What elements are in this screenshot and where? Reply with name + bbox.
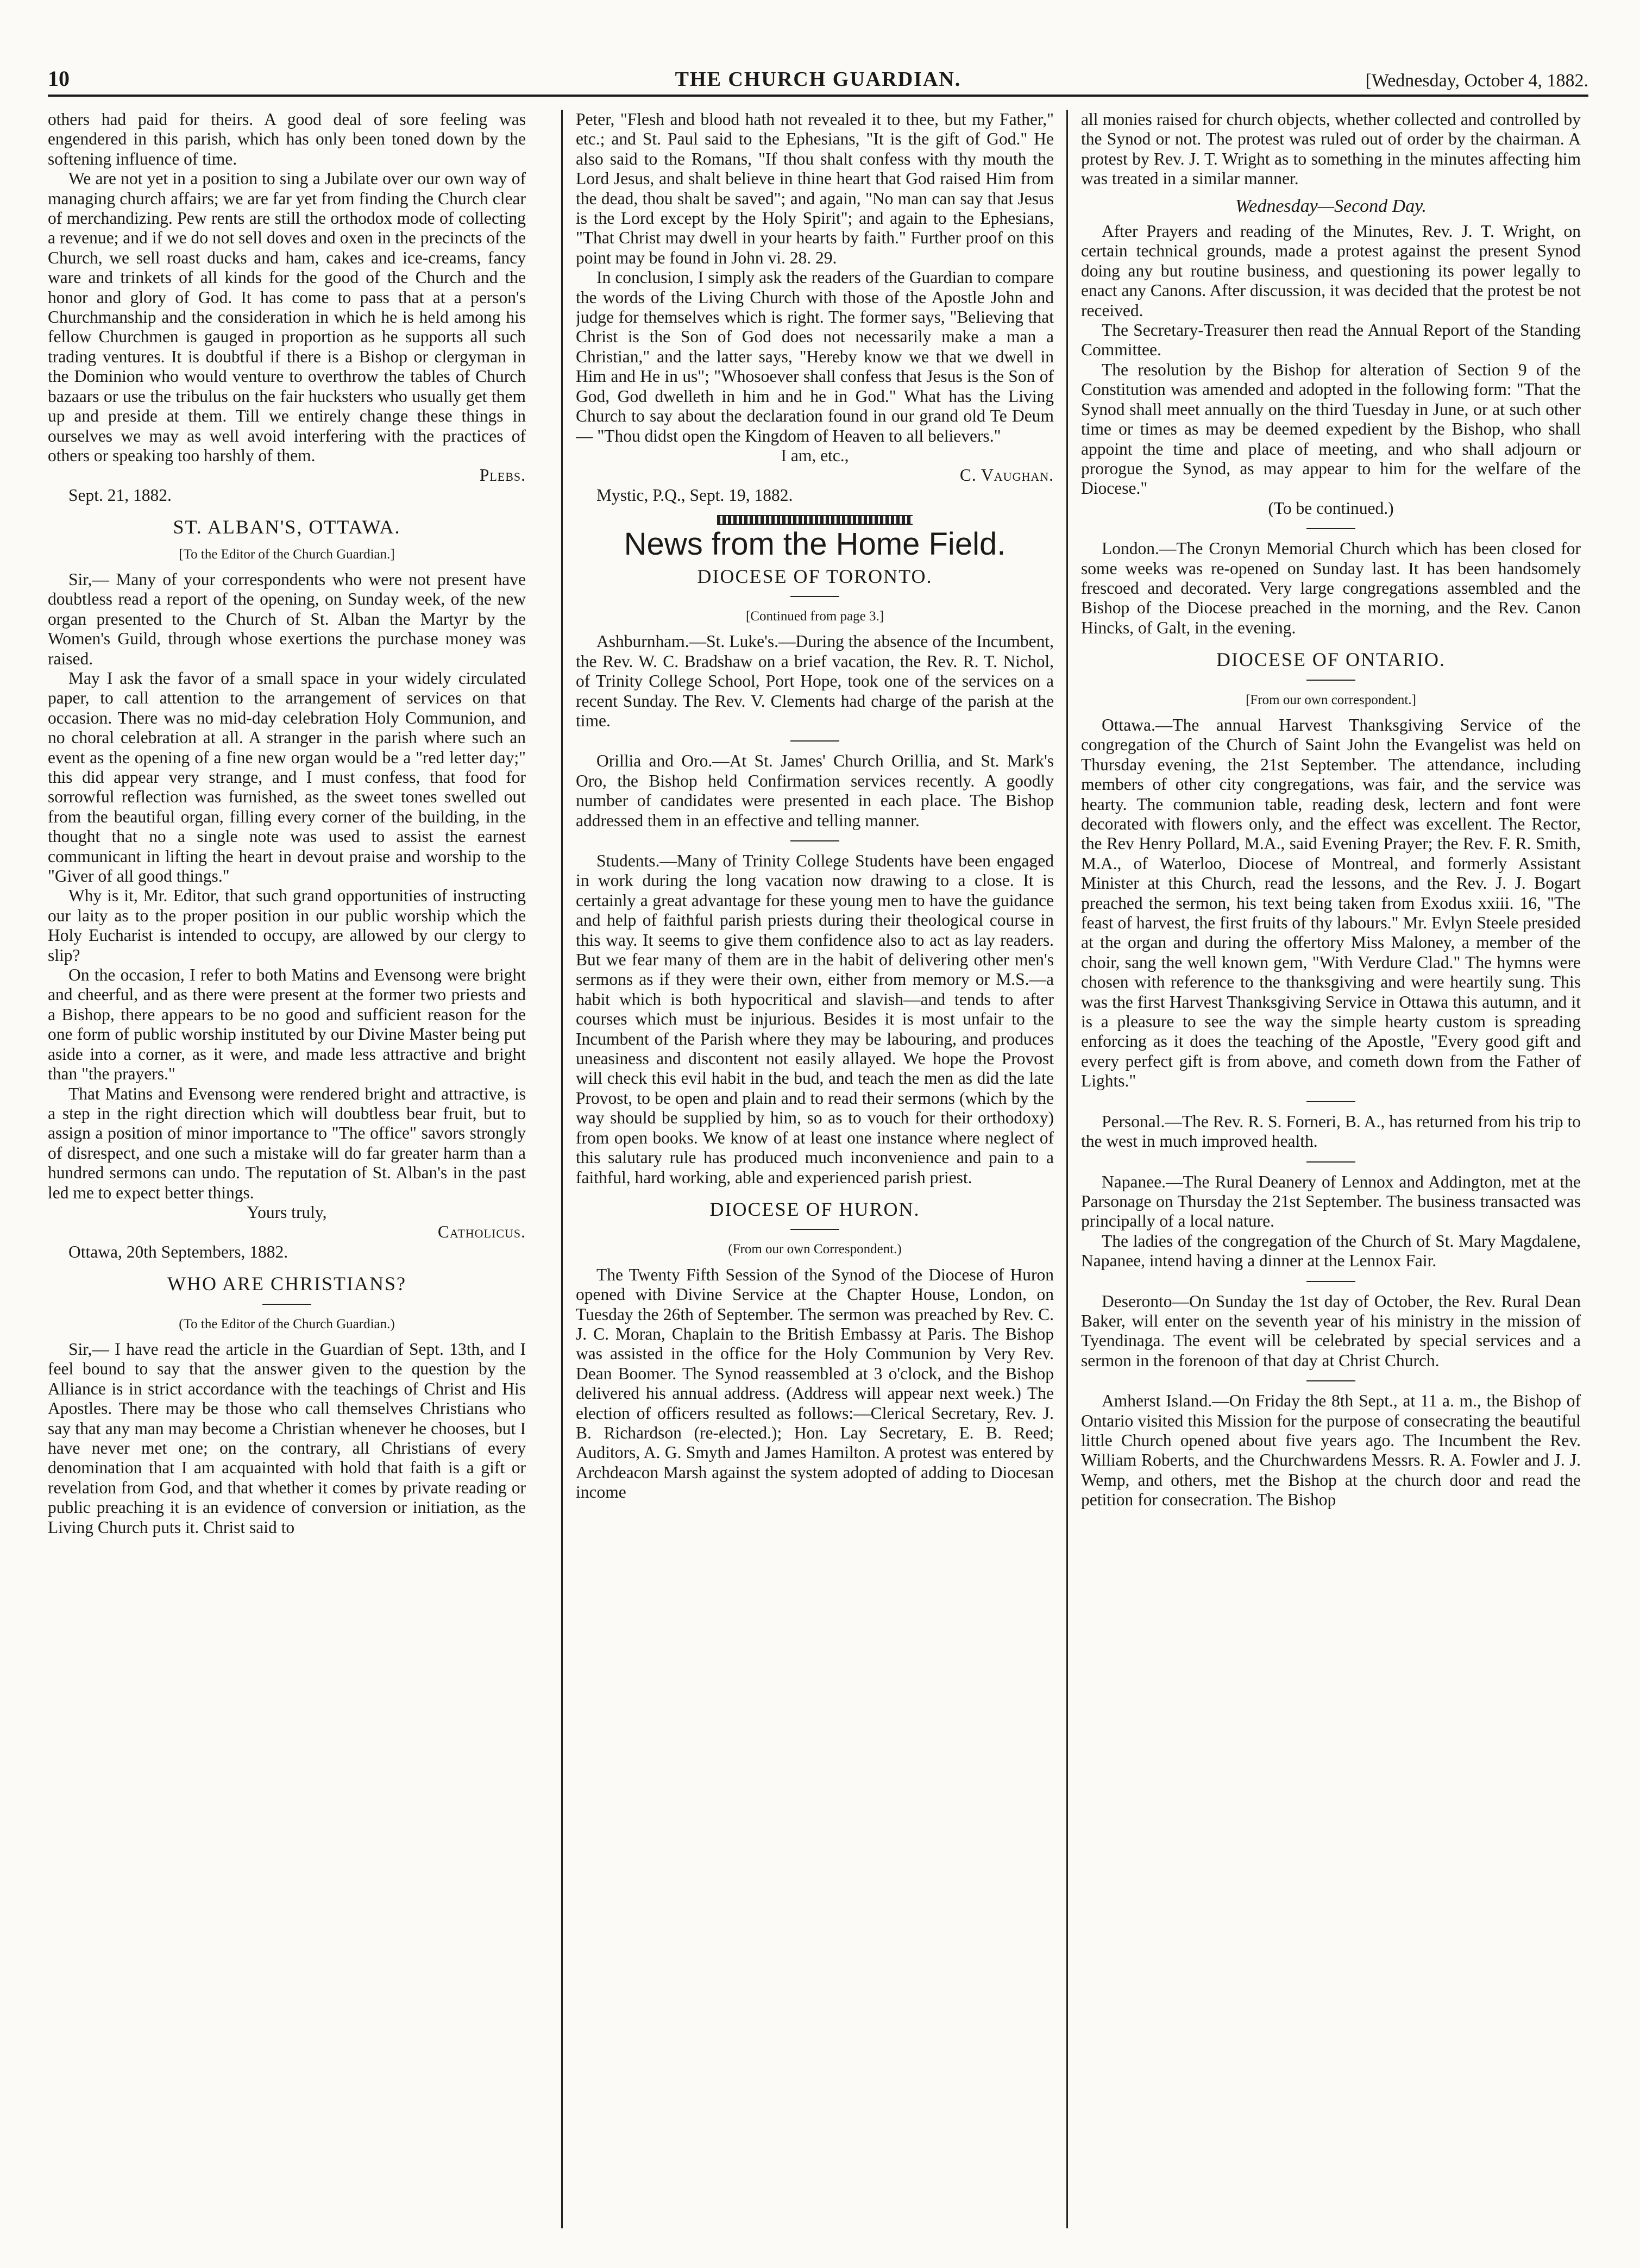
correspondent-note: [From our own correspondent.] bbox=[1246, 692, 1416, 707]
continuation-note: (To be continued.) bbox=[1268, 498, 1394, 518]
correspondent-note: (From our own Correspondent.) bbox=[728, 1242, 902, 1257]
paragraph: Amherst Island.—On Friday the 8th Sept., at 11 a. m., the Bishop of Ontario visited this Mission for the purpose of consecrating the beautiful little Church opened about five years ago. The Incumbent the Rev. William Roberts, and the Churchwardens Messrs. R. A. Fowler and J. J. Wemp, and others, met the Bishop at the church door and read the petition for consecration. The Bishop bbox=[1081, 1391, 1581, 1510]
editor-note: (To the Editor of the Church Guardian.) bbox=[179, 1316, 395, 1331]
divider bbox=[790, 596, 839, 597]
divider bbox=[790, 740, 839, 742]
paragraph: Why is it, Mr. Editor, that such grand opportunities of instructing our laity as to the proper position in our public worship which the Holy Eucharist is intended to occupy, are allowed by our clergy to slip? bbox=[48, 886, 526, 965]
column-2 bbox=[576, 110, 1054, 2228]
paragraph: On the occasion, I refer to both Matins and Evensong were bright and cheerful, and as there were present at the former two priests and a Bishop, there appears to be no good and sufficient reason for the one form of public worship instituted by our Divine Master being put aside into a corner, as it were, and made less attractive and bright than "the prayers." bbox=[48, 965, 526, 1084]
divider bbox=[1306, 1161, 1355, 1163]
section-heading: DIOCESE OF TORONTO. bbox=[697, 565, 933, 587]
paragraph: The resolution by the Bishop for alteration of Section 9 of the Constitution was amended and adopted in the following form: "That the Synod shall meet annually on the third Tuesday in June, or at such other time or times as may be deemed expedient by the Bishop, who shall appoint the time and place of meeting, and who shall adjourn or prorogue the Synod, as may appear to him for the welfare of the Diocese." bbox=[1081, 360, 1581, 498]
paragraph: Orillia and Oro.—At St. James' Church Orillia, and St. Mark's Oro, the Bishop held Confirmation services recently. A goodly number of candidates were presented in each place. The Bishop addressed them in an effective and telling manner. bbox=[576, 751, 1054, 830]
masthead bbox=[48, 64, 1588, 97]
paragraph: Peter, "Flesh and blood hath not revealed it to thee, but my Father," etc.; and St. Paul said to the Ephesians, "It is the gift of God." He also said to the Romans, "If thou shalt confess with thy mouth the Lord Jesus, and shalt believe in thine heart that God raised Him from the dead, thou shalt be saved"; and again, "No man can say that Jesus is the Lord except by the Holy Spirit"; and again to the Ephesians, "That Christ may dwell in your hearts by faith." Further proof on this point may be found in John vi. 28. 29. bbox=[576, 110, 1054, 267]
page-number: 10 bbox=[48, 66, 70, 91]
letter-date: Ottawa, 20th Septembers, 1882. bbox=[68, 1242, 288, 1261]
paragraph: The Twenty Fifth Session of the Synod of the Diocese of Huron opened with Divine Service at the Chapter House, London, on Tuesday the 26th of September. The sermon was preached by Rev. C. J. C. Moran, Chaplain to the British Embassy at Paris. The Bishop was assisted in the office for the Holy Communion by Very Rev. Dean Boomer. The Synod reassembled at 3 o'clock, and the Bishop delivered his annual address. (Address will appear next week.) The election of officers resulted as follows:—Clerical Secretary, Rev. J. B. Richardson (re-elected.); Hon. Lay Secretary, E. B. Reed; Auditors, A. G. Smyth and James Hamilton. A protest was entered by Archdeacon Marsh against the system adopted of adding to Diocesan income bbox=[576, 1265, 1054, 1502]
editor-note: [To the Editor of the Church Guardian.] bbox=[179, 546, 395, 562]
paragraph: After Prayers and reading of the Minutes, Rev. J. T. Wright, on certain technical grounds, made a protest against the present Synod doing any but routine business, and questioning its power legally to enact any Canons. After discussion, it was decided that the protest be not received. bbox=[1081, 222, 1581, 320]
paragraph: Ashburnham.—St. Luke's.—During the absence of the Incumbent, the Rev. W. C. Bradshaw on a brief vacation, the Rev. R. T. Nichol, of Trinity College School, Port Hope, took one of the services on a recent Sunday. The Rev. V. Clements had charge of the parish at the time. bbox=[576, 632, 1054, 730]
paragraph: Ottawa.—The annual Harvest Thanksgiving Service of the congregation of the Church of Saint John the Evangelist was held on Thursday evening, the 21st September. The attendance, including members of other city congregations, was fair, and the service was hearty. The communion table, reading desk, lectern and font were decorated with flowers only, and the effect was excellent. The Rector, the Rev Henry Pollard, M.A., said Evening Prayer; the Rev. F. R. Smith, M.A., of Waterloo, Diocese of Montreal, and formerly Assistant Minister at this Church, read the lessons, and the Rev. J. J. Bogart preached the sermon, his text being taken from Exodus xxiii. 16, "The feast of harvest, the first fruits of thy labours." Mr. Evlyn Steele presided at the organ and during the offertory Miss Maloney, a member of the choir, sang the well known gem, "With Verdure Clad." The hymns were chosen with reference to the thanksgiving and were heartily sung. This was the first Harvest Thanksgiving Service in Ottawa this autumn, and it is a pleasure to see the way the simple hearty custom is spreading enforcing as it does the teaching of the Apostle, "Every good gift and every perfect gift is from above, and cometh down from the Father of Lights." bbox=[1081, 715, 1581, 1091]
signature: Yours truly, bbox=[247, 1202, 327, 1222]
section-heading: DIOCESE OF ONTARIO. bbox=[1216, 649, 1446, 671]
paragraph: The Secretary-Treasurer then read the Annual Report of the Standing Committee. bbox=[1081, 321, 1581, 360]
paragraph: London.—The Cronyn Memorial Church which has been closed for some weeks was re-opened on Sunday last. It has been handsomely frescoed and decorated. Very large congregations assembled and the Bishop of the Diocese preached in the morning, and the Rev. Canon Hincks, of Galt, in the evening. bbox=[1081, 539, 1581, 637]
section-heading: DIOCESE OF HURON. bbox=[709, 1198, 920, 1220]
column-3 bbox=[1081, 110, 1581, 2228]
divider bbox=[262, 1304, 311, 1305]
divider bbox=[1306, 1281, 1355, 1282]
paragraph: That Matins and Evensong were rendered bright and attractive, is a step in the right direction which will doubtless bear fruit, but to assign a position of minor importance to "The office" savors strongly of disrespect, and one such a mistake will do far greater harm than a hundred sermons can undo. The reputation of St. Alban's in the past led me to expect better things. bbox=[48, 1084, 526, 1202]
paragraph: others had paid for theirs. A good deal of sore feeling was engendered in this parish, which has only been toned down by the softening influence of time. bbox=[48, 110, 526, 168]
divider bbox=[1306, 1380, 1355, 1381]
paragraph: Personal.—The Rev. R. S. Forneri, B. A., has returned from his trip to the west in much improved health. bbox=[1081, 1111, 1581, 1151]
letter-date: Mystic, P.Q., Sept. 19, 1882. bbox=[596, 485, 793, 505]
paragraph: We are not yet in a position to sing a Jubilate over our own way of managing church affairs; we are far yet from finding the Church clear of merchandizing. Pew rents are still the orthodox mode of collecting a revenue; and if we do not sell doves and oxen in the precincts of the Church, we sell roast ducks and ham, cakes and ice-creams, fancy ware and trinkets of all kinds for the good of the Church and the honor and glory of God. It has come to pass that at a person's Churchmanship and the consideration in which he is held among his fellow Churchmen is gauged in proportion as he supports all such trading ventures. It is doubtful if there is a Bishop or clergyman in the Dominion who would venture to overthrow the tables of Church bazaars or use the tribulus on the fair hucksters who usually get them up and preside at them. Till we entirely change these things in ourselves we may as well avoid interfering with the practices of others or speaking too harshly of them. bbox=[48, 169, 526, 465]
divider bbox=[1306, 528, 1355, 529]
paragraph: Sir,— I have read the article in the Guardian of Sept. 13th, and I feel bound to say that the answer given to the question by the Alliance is in strict accordance with the teachings of Christ and His Apostles. There may be those who call themselves Christians who say that any man may become a Christian whenever he chooses, but I have never met one; on the contrary, all Christians of every denomination that I am acquainted with hold that faith is a gift or revelation from God, and that whether it comes by private reading or public preaching it is an evidence of conversion or initiation, as the Living Church puts it. Christ said to bbox=[48, 1339, 526, 1537]
divider bbox=[1306, 680, 1355, 681]
signature: C. Vaughan. bbox=[959, 466, 1054, 485]
continued-note: [Continued from page 3.] bbox=[745, 608, 884, 624]
divider bbox=[1306, 1101, 1355, 1102]
subheading: Wednesday—Second Day. bbox=[1235, 196, 1427, 216]
paragraph: Napanee.—The Rural Deanery of Lennox and Addington, met at the Parsonage on Thursday the 21st September. The business transacted was principally of a local nature. bbox=[1081, 1172, 1581, 1231]
column-rule-1 bbox=[561, 110, 563, 2228]
column-rule-2 bbox=[1066, 110, 1068, 2228]
newspaper-title: THE CHURCH GUARDIAN. bbox=[675, 68, 962, 91]
column-1 bbox=[48, 110, 526, 2228]
section-heading: ST. ALBAN'S, OTTAWA. bbox=[173, 516, 401, 538]
paragraph: Sir,— Many of your correspondents who were not present have doubtless read a report of the opening, on Sunday week, of the new organ presented to the Church of St. Alban the Martyr by the Women's Guild, through whose exertions the purchase money was raised. bbox=[48, 569, 526, 668]
paragraph: Students.—Many of Trinity College Students have been engaged in work during the long vacation now drawing to a close. It is certainly a great advantage for these young men to have the guidance and help of faithful parish priests during their theological course in this way. It seems to give them confidence also to act as lay readers. But we fear many of them are in the habit of delivering other men's sermons as if they were their own, either from memory or M.S.—a habit which is both hypocritical and slavish—and tends to after courses which must be injurious. Besides it is most unfair to the Incumbent of the Parish where they may be labouring, and produces uneasiness and discontent not easily allayed. We hope the Provost will check this evil habit in the bud, and teach the men as did the late Provost, to be open and plain and to read their sermons (which by the way should be supplied by him, so as to vouch for their orthodoxy) from open books. We know of at least one instance where neglect of this salutary rule has produced much inconvenience and pain to a faithful, hard working, able and experienced parish priest. bbox=[576, 851, 1054, 1187]
paragraph: In conclusion, I simply ask the readers of the Guardian to compare the words of the Living Church with those of the Apostle John and judge for themselves which is right. The former says, "Believing that Christ is the Son of God does not necessarily make a man a Christian," and the latter says, "Hereby know we that we dwell in Him and He in us"; "Whosoever shall confess that Jesus is the Son of God, God dwelleth in him and he in God." What has the Living Church to say about the declaration found in our grand old Te Deum— "Thou didst open the Kingdom of Heaven to all believers." bbox=[576, 268, 1054, 445]
letter-date: Sept. 21, 1882. bbox=[68, 485, 172, 505]
divider bbox=[790, 840, 839, 841]
section-banner: News from the Home Field. bbox=[624, 526, 1006, 562]
paragraph: all monies raised for church objects, whether collected and controlled by the Synod or not. The protest was ruled out of order by the chairman. A protest by Rev. J. T. Wright as to something in the minutes affecting him was treated in a similar manner. bbox=[1081, 110, 1581, 189]
section-heading: WHO ARE CHRISTIANS? bbox=[167, 1273, 406, 1295]
issue-date: [Wednesday, October 4, 1882. bbox=[1365, 71, 1588, 91]
divider bbox=[790, 1229, 839, 1230]
signature: I am, etc., bbox=[781, 445, 849, 465]
paragraph: Deseronto—On Sunday the 1st day of October, the Rev. Rural Dean Baker, will enter on the seventh year of his ministry in the mission of Tyendinaga. The event will be celebrated by special services and a sermon in the forenoon of that day at Christ Church. bbox=[1081, 1291, 1581, 1370]
paragraph: May I ask the favor of a small space in your widely circulated paper, to call attention to the arrangement of services on that occasion. There was no mid-day celebration Holy Communion, and no choral celebration at all. A stranger in the parish where such an event as the opening of a fine new organ would be a "red letter day;" this did appear very strange, and I must confess, that food for sorrowful reflection was furnished, as the sweet tones swelled out from the beautiful organ, filling every corner of the building, in the thought that no a single note was used to assist the earnest communicant in lifting the heart in devout praise and worship to the "Giver of all good things." bbox=[48, 668, 526, 886]
paragraph: The ladies of the congregation of the Church of St. Mary Magdalene, Napanee, intend having a dinner at the Lennox Fair. bbox=[1081, 1231, 1581, 1271]
signature: Plebs. bbox=[479, 466, 526, 485]
ornamental-rule bbox=[717, 515, 913, 525]
signature: Catholicus. bbox=[437, 1222, 526, 1242]
